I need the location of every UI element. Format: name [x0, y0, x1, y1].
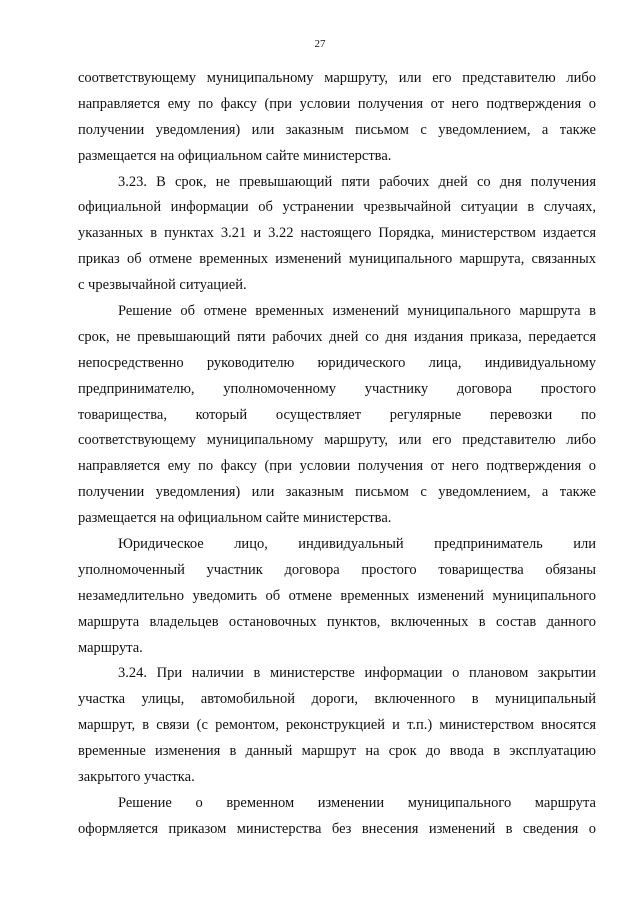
- text-line: незамедлительно уведомить об отмене временных изменений муниципального: [78, 587, 596, 604]
- page-number: 27: [314, 38, 326, 50]
- text-line: Решение об отмене временных изменений муниципального маршрута в: [118, 303, 596, 320]
- text-line: 3.23. В срок, не превышающий пяти рабочих дней со дня получения: [118, 173, 596, 190]
- text-line: Юридическое лицо, индивидуальный предприниматель или: [118, 536, 596, 553]
- text-line: получении уведомления) или заказным письмом с уведомлением, а также: [78, 484, 596, 501]
- text-line: получении уведомления) или заказным письмом с уведомлением, а также: [78, 121, 596, 138]
- text-line: оформляется приказом министерства без внесения изменений в сведения о: [78, 820, 596, 837]
- text-line: маршрута.: [78, 639, 143, 656]
- text-line: 3.24. При наличии в министерстве информации о плановом закрытии: [118, 665, 596, 682]
- text-line: Решение о временном изменении муниципального маршрута: [118, 794, 596, 811]
- text-line: временные изменения в данный маршрут на срок до ввода в эксплуатацию: [78, 743, 596, 760]
- text-line: указанных в пунктах 3.21 и 3.22 настоящего Порядка, министерством издается: [78, 225, 596, 242]
- document-body: [78, 66, 596, 843]
- text-line: товарищества, который осуществляет регулярные перевозки по: [78, 406, 596, 423]
- text-line: размещается на официальном сайте министерства.: [78, 510, 392, 527]
- text-line: закрытого участка.: [78, 769, 195, 786]
- text-line: направляется ему по факсу (при условии получения от него подтверждения о: [78, 458, 596, 475]
- text-line: приказ об отмене временных изменений муниципального маршрута, связанных: [78, 251, 596, 268]
- text-line: предпринимателю, уполномоченному участнику договора простого: [78, 380, 596, 397]
- text-line: направляется ему по факсу (при условии получения от него подтверждения о: [78, 95, 596, 112]
- text-line: размещается на официальном сайте министерства.: [78, 147, 392, 164]
- text-line: соответствующему муниципальному маршруту, или его представителю либо: [78, 432, 596, 449]
- text-line: маршрута владельцев остановочных пунктов, включенных в состав данного: [78, 613, 596, 630]
- text-line: соответствующему муниципальному маршруту, или его представителю либо: [78, 70, 596, 86]
- text-line: срок, не превышающий пяти рабочих дней со дня издания приказа, передается: [78, 328, 596, 345]
- text-line: с чрезвычайной ситуацией.: [78, 277, 247, 294]
- text-line: маршрут, в связи (с ремонтом, реконструкцией и т.п.) министерством вносятся: [78, 717, 596, 734]
- text-line: уполномоченный участник договора простого товарищества обязаны: [78, 561, 596, 578]
- text-line: официальной информации об устранении чрезвычайной ситуации в случаях,: [78, 199, 596, 216]
- text-line: участка улицы, автомобильной дороги, включенного в муниципальный: [78, 691, 596, 708]
- text-line: непосредственно руководителю юридического лица, индивидуальному: [78, 354, 596, 371]
